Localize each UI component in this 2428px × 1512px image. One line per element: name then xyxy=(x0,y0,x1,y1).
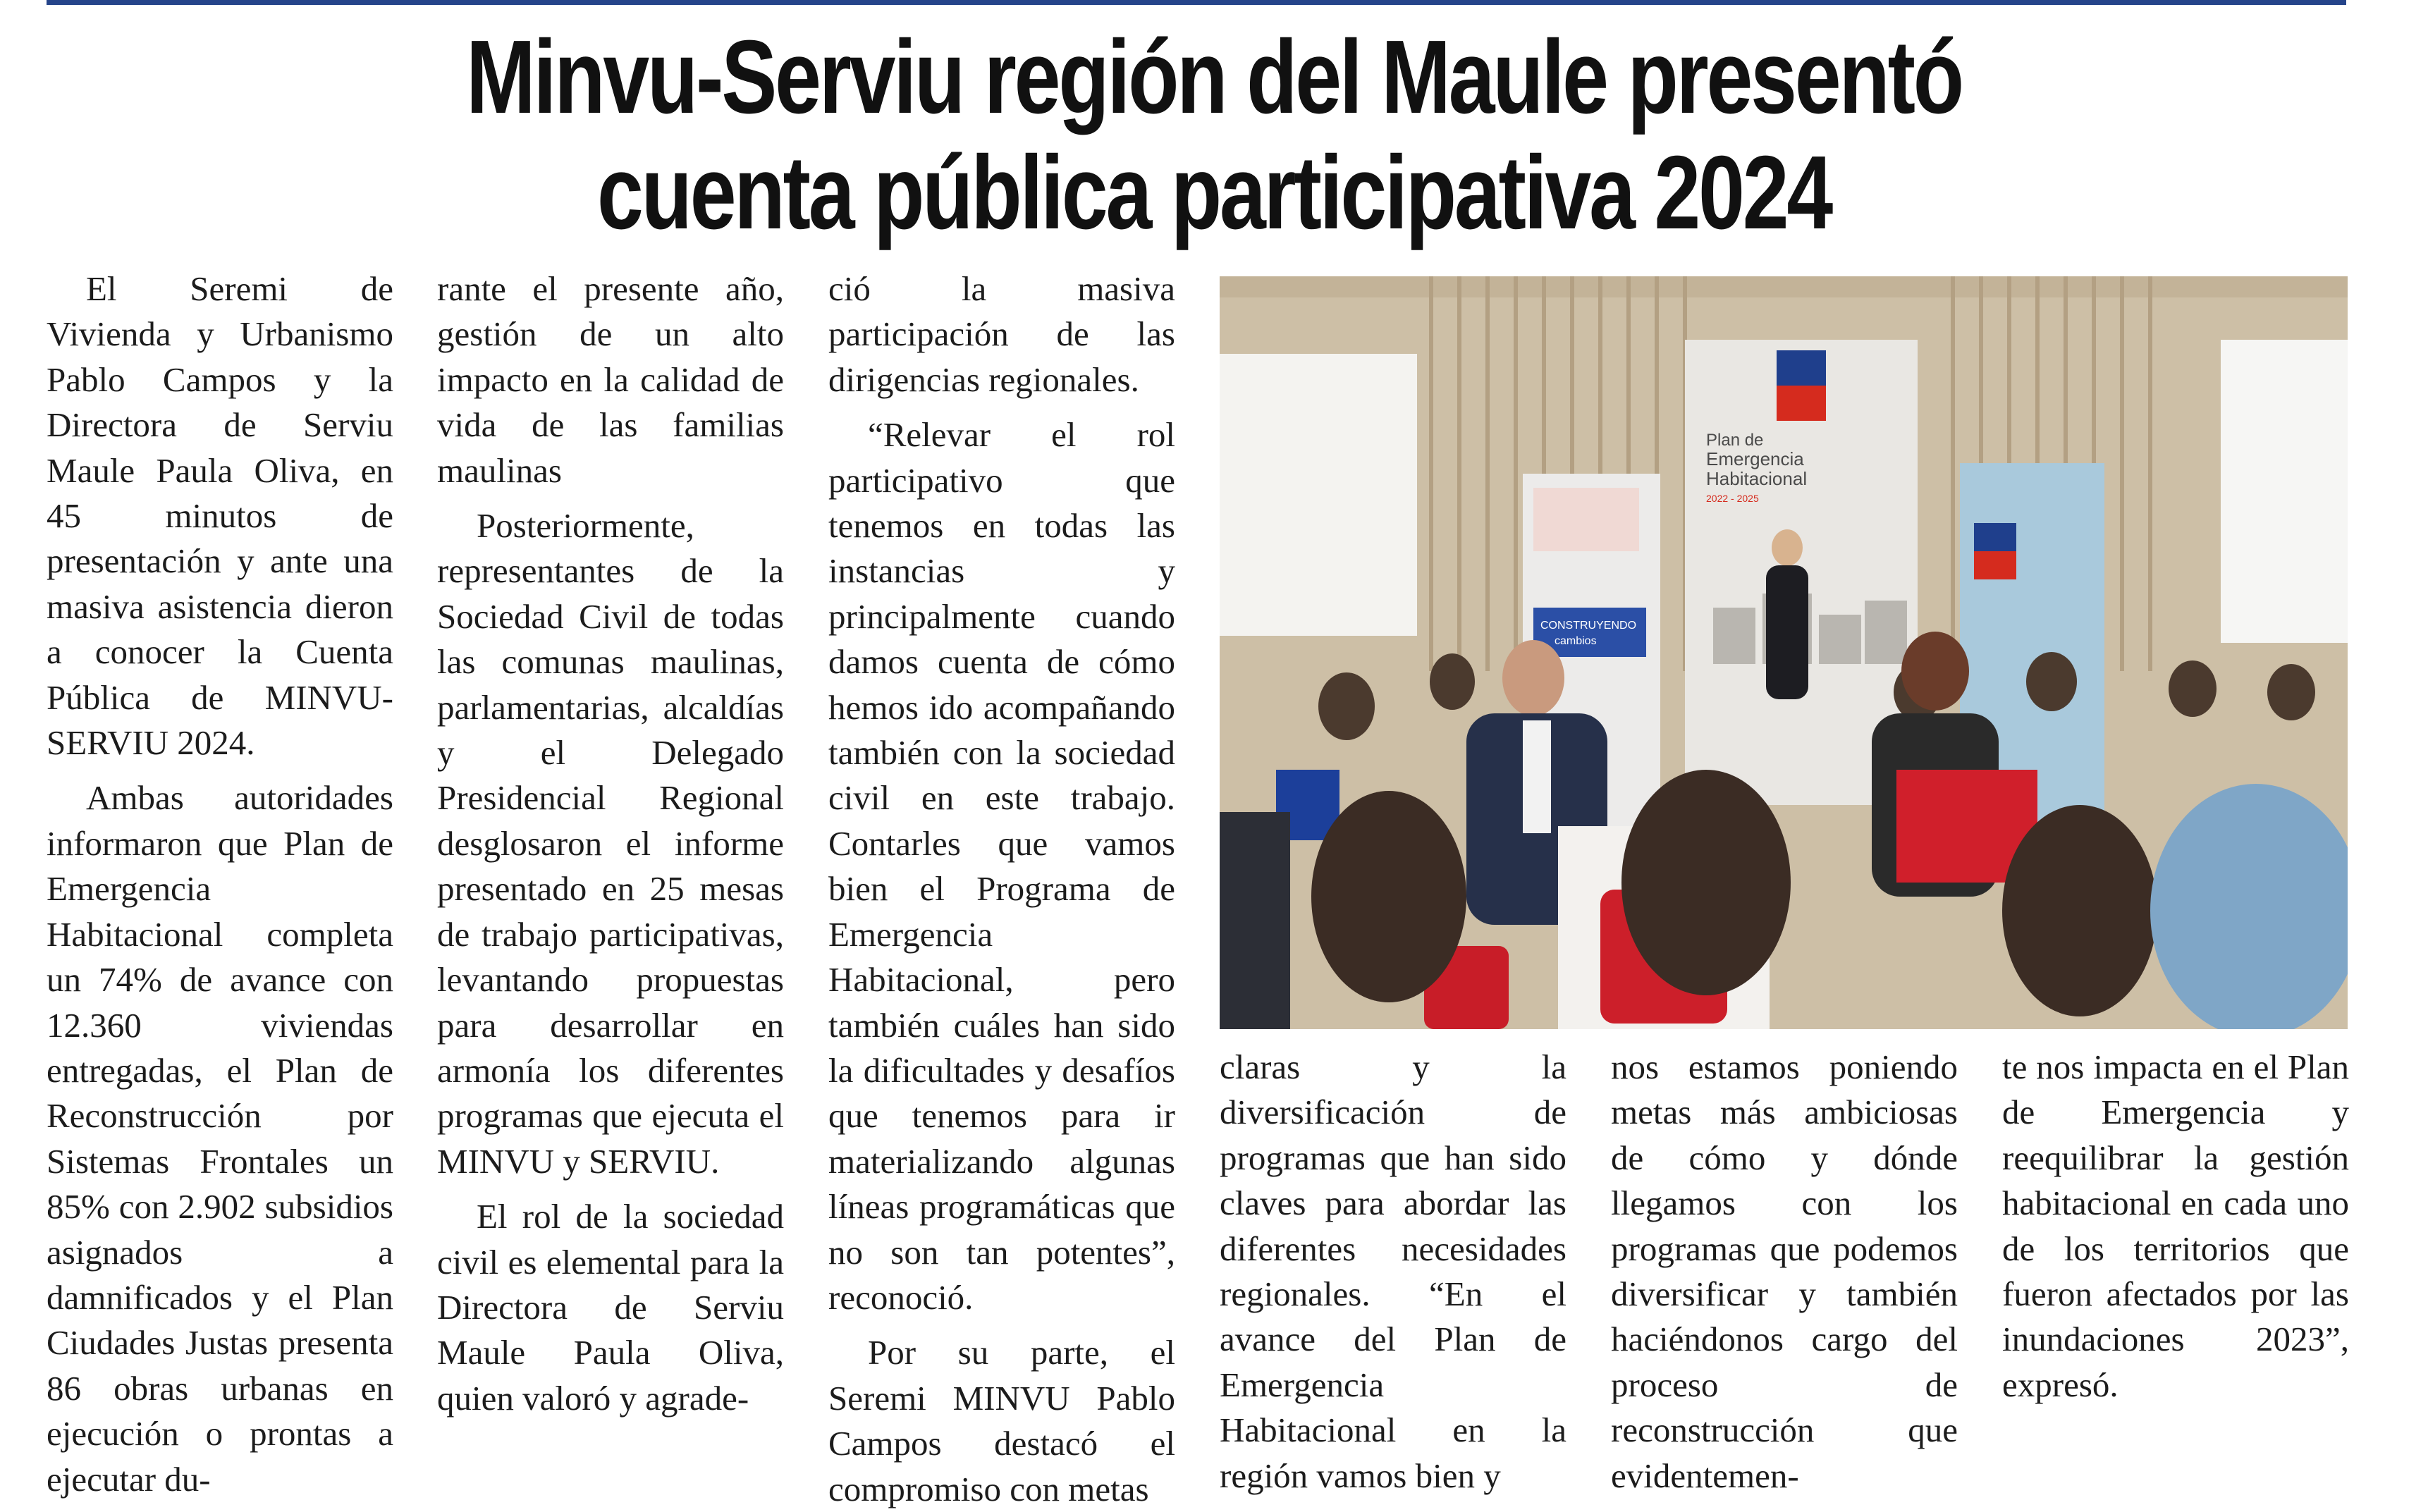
paragraph: Por su parte, el Seremi MINVU Pablo Campos destacó el compromiso con metas xyxy=(828,1333,1175,1508)
paragraph: te nos impacta en el Plan de Emergencia y reequilibrar la gestión habitacional en cada uno de los territorios que fueron afectados por las inundaciones 2023”, expresó. xyxy=(2002,1047,2349,1404)
paragraph: El rol de la sociedad civil es elemental para la Directora de Serviu Maule Paula Oliva, quien valoró y agrade- xyxy=(437,1197,784,1418)
paragraph: claras y la diversificación de programas que han sido claves para abordar las diferentes necesidades regionales. “En el avance del Plan de Emergencia Habitacional en la región vamos bien y xyxy=(1220,1047,1566,1495)
top-rule xyxy=(47,0,2346,5)
article-column-6 xyxy=(2002,1045,2349,1408)
article-column-3 xyxy=(828,266,1175,1512)
article-column-1 xyxy=(47,266,393,1502)
article-column-4 xyxy=(1220,1045,1566,1499)
svg-text:Emergencia: Emergencia xyxy=(1706,448,1804,469)
paragraph: nos estamos poniendo metas más ambiciosas de cómo y dónde llegamos con los programas que podemos diversificar y también haciéndonos cargo del proceso de reconstrucción que evidentemen- xyxy=(1611,1047,1958,1495)
svg-text:Habitacional: Habitacional xyxy=(1706,468,1808,489)
headline xyxy=(243,20,2185,251)
article-column-5 xyxy=(1611,1045,1958,1499)
paragraph: Posteriormente, representantes de la Sociedad Civil de todas las comunas maulinas, parlamentarias, alcaldías y el Delegado Presidencial Regional desglosaron el informe presentado en 25 mesas de trabajo participativas, levantando propuestas para desarrollar en armonía los diferentes programas que ejecuta el MINVU y SERVIU. xyxy=(437,506,784,1181)
article-column-2 xyxy=(437,266,784,1421)
paragraph: El Seremi de Vivienda y Urbanismo Pablo Campos y la Directora de Serviu Maule Paula Oliva, en 45 minutos de presentación y ante una masiva asistencia dieron a conocer la Cuenta Pública de MINVU-SERVIU 2024. xyxy=(47,269,393,763)
headline-line-1: Minvu-Serviu región del Maule presentó xyxy=(466,19,1962,135)
svg-text:cambios: cambios xyxy=(1555,635,1597,647)
event-photo xyxy=(1220,276,2348,1029)
paragraph: Ambas autoridades informaron que Plan de Emergencia Habitacional completa un 74% de avance con 12.360 viviendas entregadas, el Plan de Reconstrucción por Sistemas Frontales un 85% con 2.902 subsidios asignados a damnificados y el Plan Ciudades Justas presenta 86 obras urbanas en ejecución o prontas a ejecutar du- xyxy=(47,778,393,1499)
headline-line-2: cuenta pública participativa 2024 xyxy=(596,135,1832,251)
svg-text:Plan de: Plan de xyxy=(1706,431,1764,450)
svg-text:2022 - 2025: 2022 - 2025 xyxy=(1706,493,1759,504)
paragraph: ció la masiva participación de las dirigencias regionales. xyxy=(828,269,1175,399)
svg-text:CONSTRUYENDO: CONSTRUYENDO xyxy=(1540,620,1637,632)
paragraph: rante el presente año, gestión de un alto impacto en la calidad de vida de las familias maulinas xyxy=(437,269,784,490)
paragraph: “Relevar el rol participativo que tenemos en todas las instancias y principalmente cuando damos cuenta de cómo hemos ido acompañando también con la sociedad civil en este trabajo. Contarles que vamos bien el Programa de Emergencia Habitacional, pero también cuáles han sido la dificultades y desafíos que tenemos para ir materializando algunas líneas programáticas que no son tan potentes”, reconoció. xyxy=(828,415,1175,1317)
